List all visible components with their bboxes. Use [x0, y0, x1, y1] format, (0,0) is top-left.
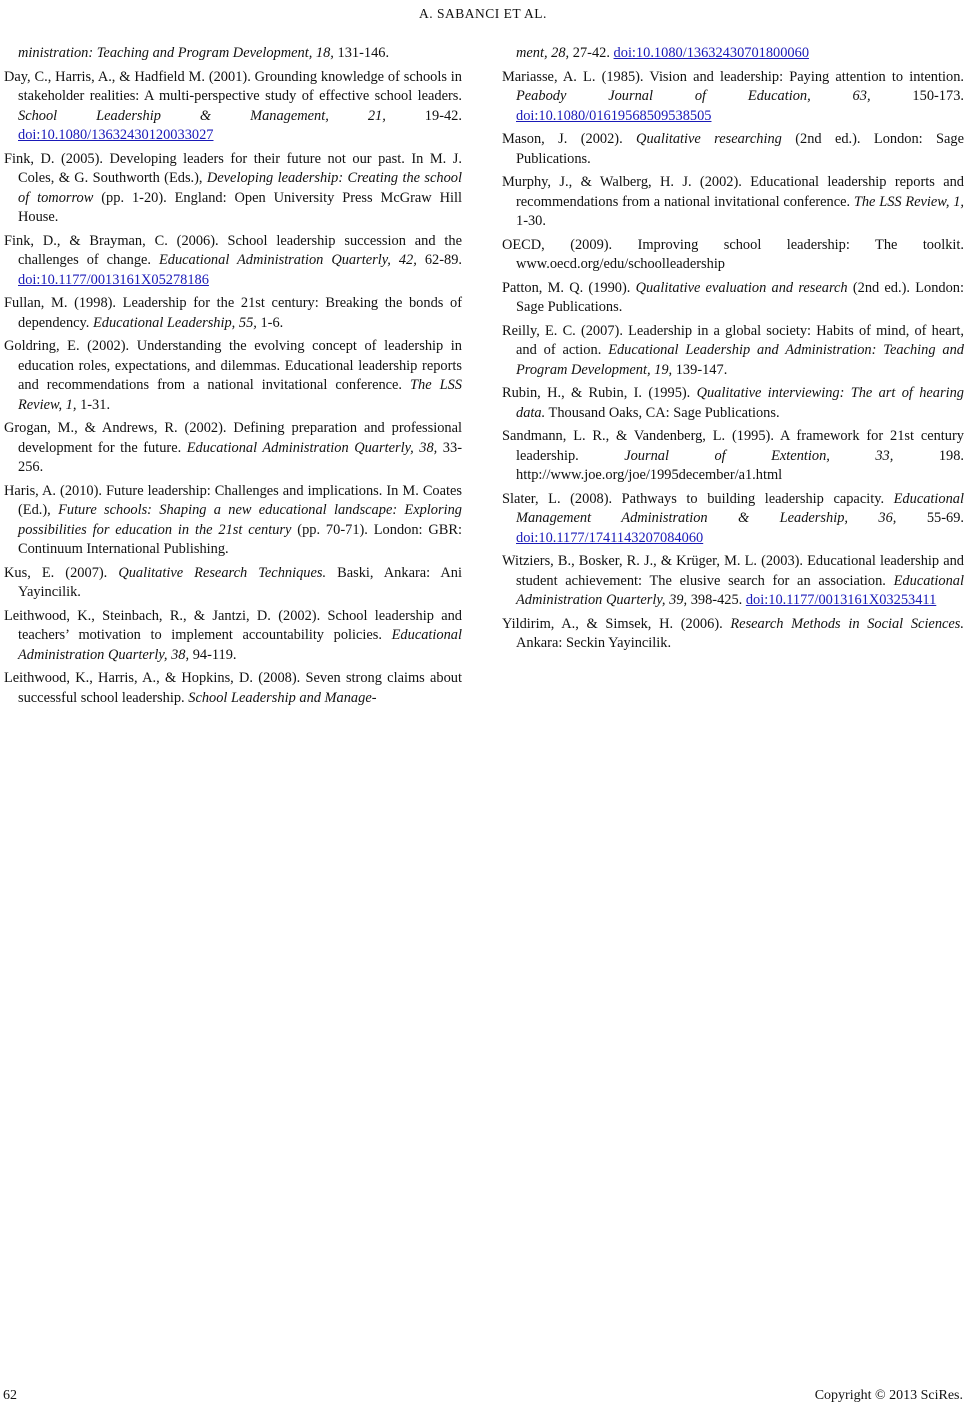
reference-entry [502, 384, 964, 423]
reference-text: Ankara: Seckin Yayincilik. [516, 635, 672, 651]
reference-entry [4, 564, 462, 603]
reference-text: Fink, D., & Brayman, C. (2006). School leadership succession and the challenges of change. [4, 232, 462, 268]
reference-entry [502, 68, 964, 127]
reference-italic-text: Qualitative interviewing: The art of hearing data. [516, 385, 964, 421]
reference-entry [502, 427, 964, 486]
running-head: A. SABANCI ET AL. [419, 6, 547, 21]
reference-text: Thousand Oaks, CA: Sage Publications. [545, 404, 780, 421]
reference-entry [502, 236, 964, 275]
reference-text: Baski, Ankara: Ani Yayincilik. [18, 564, 462, 600]
reference-text: 150-173. [870, 88, 964, 104]
reference-entry [4, 44, 462, 64]
reference-text: OECD, (2009). Improving school leadership: The toolkit. www.oecd.org/edu/schoolleadership [502, 236, 964, 272]
reference-italic-text: Educational Administration Quarterly, 38, [186, 439, 438, 456]
reference-text: Day, C., Harris, A., & Hadfield M. (2001). Grounding knowledge of schools in stakeholder realities: A multi-perspective study of effective school leaders. [4, 68, 462, 104]
reference-text: (2nd ed.). London: Sage Publications. [516, 131, 965, 167]
reference-entry [502, 173, 964, 232]
reference-entry [4, 607, 462, 666]
reference-text: 19-42. [385, 107, 462, 124]
reference-text: Sandmann, L. R., & Vandenberg, L. (1995). A framework for 21st century leadership. [502, 428, 964, 464]
reference-entry [4, 669, 462, 708]
reference-entry [4, 68, 462, 146]
reference-italic-text: School Leadership & Management, 21, [18, 107, 386, 124]
reference-italic-text: Qualitative evaluation and research [635, 279, 848, 296]
reference-text: Grogan, M., & Andrews, R. (2002). Defining preparation and professional development for the future. [4, 420, 462, 456]
reference-italic-text: Journal of Extention, 33, [624, 447, 894, 464]
reference-text: 139-147. [672, 361, 728, 378]
reference-text: (2nd ed.). London: Sage Publications. [516, 279, 964, 315]
reference-text: Slater, L. (2008). Pathways to building leadership capacity. [502, 490, 894, 507]
doi-link[interactable]: doi:10.1080/13632430120033027 [18, 127, 214, 143]
reference-italic-text: ment, 28, [516, 45, 570, 61]
reference-text: Yildirim, A., & Simsek, H. (2006). [502, 615, 731, 632]
reference-italic-text: Research Methods in Social Sciences. [730, 615, 964, 632]
doi-link[interactable]: doi:10.1177/1741143207084060 [516, 529, 704, 546]
reference-text: (pp. 1-20). England: Open University Press McGraw Hill House. [18, 189, 462, 225]
copyright-notice: Copyright © 2013 SciRes. [814, 1388, 963, 1403]
reference-italic-text: Peabody Journal of Education, 63, [516, 88, 871, 104]
doi-link[interactable]: doi:10.1177/0013161X03253411 [745, 592, 937, 608]
reference-italic-text: Future schools: Shaping a new educational landscape: Exploring possibilities for education in the 21st century [18, 502, 462, 538]
reference-text: 27-42. [569, 45, 614, 61]
reference-italic-text: Educational Leadership, 55, [92, 314, 257, 331]
reference-text: Mason, J. (2002). [502, 131, 637, 147]
reference-entry [502, 130, 964, 169]
reference-italic-text: Educational Leadership and Administration: Teaching and Program Development, 19, [516, 342, 964, 378]
reference-text: (pp. 70-71). London: GBR: Continuum International Publishing. [18, 521, 462, 557]
reference-italic-text: Educational Administration Quarterly, 38, [18, 627, 462, 663]
reference-italic-text: School Leadership and Manage- [188, 689, 377, 706]
reference-text: Haris, A. (2010). Future leadership: Challenges and implications. In M. Coates (Ed.), [4, 482, 462, 518]
reference-text: 62-89. [416, 252, 462, 268]
reference-text: Rubin, H., & Rubin, I. (1995). [502, 385, 697, 401]
reference-entry [4, 232, 462, 291]
reference-text: Fullan, M. (1998). Leadership for the 21st century: Breaking the bonds of dependency. [4, 295, 462, 331]
reference-entry [4, 294, 462, 333]
reference-entry [502, 322, 964, 381]
reference-text: 33-256. [18, 439, 462, 475]
reference-text: Goldring, E. (2002). Understanding the evolving concept of leadership in education roles, expectations, and dilemmas. Educational leadership reports and recommendations from a national invitational conference. [4, 338, 462, 393]
reference-text: 1-30. [516, 213, 546, 229]
reference-italic-text: Educational Administration Quarterly, 39, [516, 572, 964, 608]
references-right-column [502, 44, 964, 658]
reference-italic-text: The LSS Review, 1, [853, 193, 964, 210]
references-left-column [4, 44, 462, 712]
reference-text: Fink, D. (2005). Developing leaders for their future not our past. In M. J. Coles, & G. Southworth (Eds.), [4, 150, 462, 186]
reference-text: 1-6. [256, 314, 284, 331]
reference-entry [502, 44, 964, 64]
reference-text: Leithwood, K., Steinbach, R., & Jantzi, D. (2002). School leadership and teachers’ motivation to implement accountability policies. [4, 607, 462, 643]
reference-italic-text: Qualitative researching [636, 131, 782, 147]
reference-text: Murphy, J., & Walberg, H. J. (2002). Educational leadership reports and recommendations from a national invitational conference. [502, 174, 964, 210]
reference-italic-text: Developing leadership: Creating the school of tomorrow [18, 170, 462, 206]
doi-link[interactable]: doi:10.1177/0013161X05278186 [18, 271, 209, 288]
reference-italic-text: Educational Administration Quarterly, 42, [158, 252, 417, 268]
reference-entry [502, 279, 964, 318]
page-number: 62 [3, 1388, 17, 1403]
reference-italic-text: Educational Management Administration & Leadership, 36, [516, 490, 964, 526]
reference-italic-text: ministration: Teaching and Program Development, 18, [18, 45, 334, 61]
reference-entry [4, 150, 462, 228]
reference-text: Mariasse, A. L. (1985). Vision and leadership: Paying attention to intention. [502, 68, 964, 85]
reference-text: 131-146. [333, 45, 390, 61]
reference-entry [502, 552, 964, 611]
reference-text: Kus, E. (2007). [4, 564, 119, 581]
doi-link[interactable]: doi:10.1080/01619568509538505 [516, 107, 712, 124]
reference-entry [502, 490, 964, 549]
reference-text: Witziers, B., Bosker, R. J., & Krüger, M. L. (2003). Educational leadership and student achievement: The elusive search for an association. [502, 553, 964, 589]
reference-italic-text: Qualitative Research Techniques. [118, 564, 327, 581]
reference-text: Reilly, E. C. (2007). Leadership in a global society: Habits of mind, of heart, and of action. [502, 322, 964, 358]
reference-entry [4, 419, 462, 478]
reference-text: 1-31. [76, 396, 111, 413]
reference-text: Leithwood, K., Harris, A., & Hopkins, D. (2008). Seven strong claims about successful school leadership. [4, 670, 462, 706]
reference-entry [502, 615, 964, 654]
reference-text: 398-425. [687, 592, 746, 608]
reference-italic-text: The LSS Review, 1, [18, 377, 463, 413]
reference-entry [4, 337, 462, 415]
doi-link[interactable]: doi:10.1080/13632430701800060 [613, 45, 810, 61]
reference-text: 94-119. [189, 646, 237, 663]
reference-text: 55-69. [896, 510, 964, 526]
reference-entry [4, 482, 462, 560]
reference-text: Patton, M. Q. (1990). [502, 279, 636, 296]
reference-text: 198. http://www.joe.org/joe/1995december/a1.html [516, 447, 964, 483]
